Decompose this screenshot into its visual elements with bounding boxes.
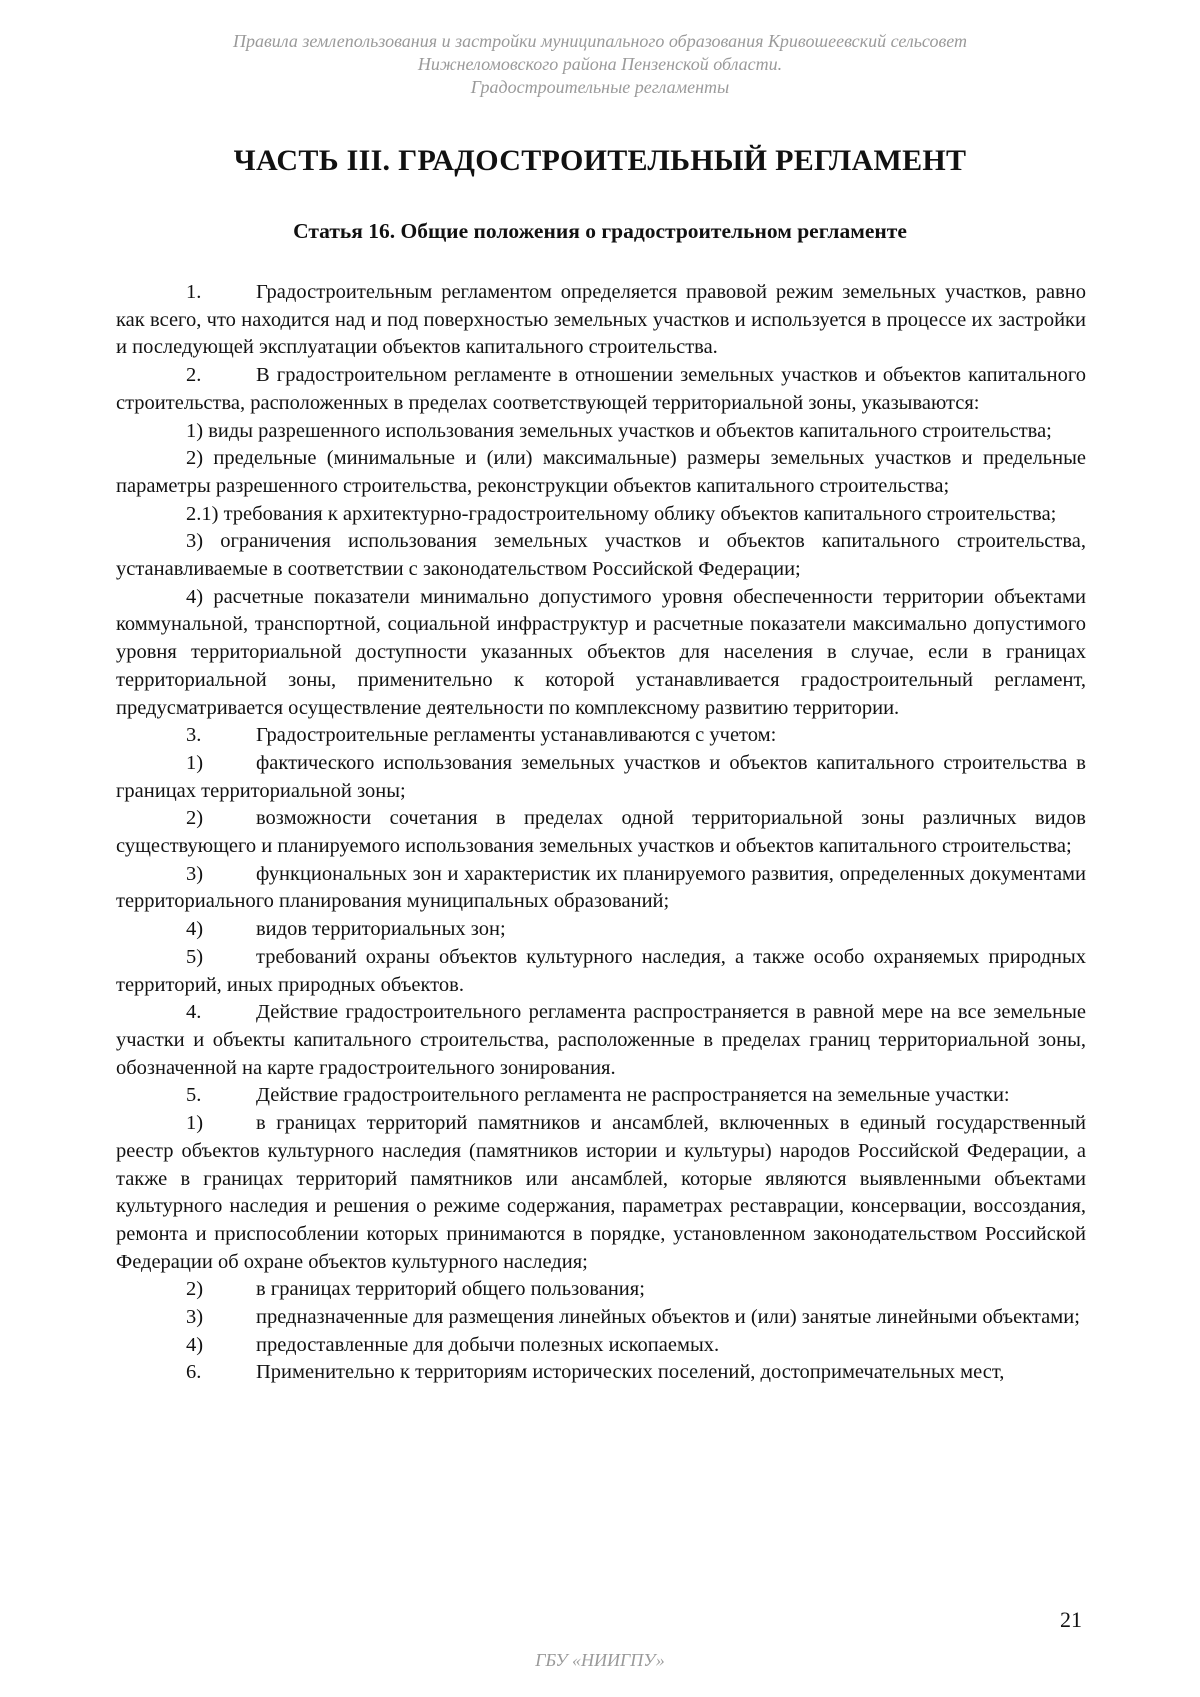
paragraph-text: Градостроительным регламентом определяется правовой режим земельных участков, равно как всего, что находится над и под поверхностью земельных участков и используется в процессе их застройки и последующей эксплуатации объектов капитального строительства. bbox=[116, 281, 1086, 359]
paragraph bbox=[116, 501, 1086, 529]
paragraph bbox=[116, 944, 1086, 999]
paragraph bbox=[116, 528, 1086, 583]
paragraph-number: 5. bbox=[186, 1084, 202, 1107]
paragraph-text: предназначенные для размещения линейных объектов и (или) занятые линейными объектами; bbox=[256, 1306, 1080, 1329]
paragraph-number: 1) bbox=[186, 1112, 204, 1135]
paragraph-number: 4) bbox=[186, 918, 204, 941]
paragraph-text: в границах территорий памятников и ансамблей, включенных в единый государственный реестр объектов культурного наследия (памятников истории и культуры) народов Российской Федерации, а также в границах территорий памятников или ансамблей, которые являются выявленными объектами культурного наследия и решения о режиме содержания, параметрах реставрации, консервации, воссоздания, ремонта и приспособлении которых принимаются в порядке, установленном законодательством Российской Федерации об охране объектов культурного наследия; bbox=[116, 1112, 1086, 1273]
paragraph-text: Действие градостроительного регламента не распространяется на земельные участки: bbox=[256, 1084, 1010, 1107]
paragraph bbox=[116, 1276, 1086, 1304]
paragraph-text: 2) предельные (минимальные и (или) максимальные) размеры земельных участков и предельные параметры разрешенного строительства, реконструкции объектов капитального строительства; bbox=[116, 447, 1086, 497]
paragraph-number: 4) bbox=[186, 1333, 204, 1356]
page-header bbox=[120, 30, 1080, 99]
paragraph-text: 4) расчетные показатели минимально допустимого уровня обеспеченности территории объектами коммунальной, транспортной, социальной инфраструктур и расчетные показатели максимально допустимого уровня территориальной доступности указанных объектов для населения в случае, если в границах территориальной зоны, применительно к которой устанавливается градостроительный регламент, предусматривается осуществление деятельности по комплексному развитию территории. bbox=[116, 585, 1086, 719]
part-title: ЧАСТЬ III. ГРАДОСТРОИТЕЛЬНЫЙ РЕГЛАМЕНТ bbox=[233, 144, 967, 177]
paragraph bbox=[116, 1332, 1086, 1360]
paragraph bbox=[116, 279, 1086, 362]
paragraph-text: в границах территорий общего пользования; bbox=[256, 1278, 645, 1301]
paragraph-text: видов территориальных зон; bbox=[256, 918, 506, 941]
paragraph bbox=[116, 418, 1086, 446]
paragraph bbox=[116, 584, 1086, 723]
paragraph-number: 2) bbox=[186, 807, 204, 830]
paragraph-text: предоставленные для добычи полезных ископаемых. bbox=[256, 1333, 720, 1356]
paragraph-number: 1) bbox=[186, 751, 204, 774]
paragraph bbox=[116, 1304, 1086, 1332]
paragraph bbox=[116, 999, 1086, 1082]
paragraph bbox=[116, 1082, 1086, 1110]
paragraph-text: 1) виды разрешенного использования земельных участков и объектов капитального строительства; bbox=[186, 419, 1052, 442]
paragraph bbox=[116, 750, 1086, 805]
paragraph-text: 3) ограничения использования земельных участков и объектов капитального строительства, устанавливаемые в соответствии с законодательством Российской Федерации; bbox=[116, 530, 1086, 581]
paragraph-number: 6. bbox=[186, 1361, 202, 1384]
paragraph-text: функциональных зон и характеристик их планируемого развития, определенных документами территориального планирования муниципальных образований; bbox=[116, 862, 1086, 913]
page-number: 21 bbox=[1060, 1607, 1082, 1632]
paragraph-text: требований охраны объектов культурного наследия, а также особо охраняемых природных территорий, иных природных объектов. bbox=[116, 945, 1086, 996]
header-line-1: Правила землепользования и застройки муниципального образования Кривошеевский сельсовет bbox=[232, 31, 968, 51]
paragraph-text: Действие градостроительного регламента распространяется в равной мере на все земельные участки и объекты капитального строительства, расположенные в пределах границ территориальной зоны, обозначенной на карте градостроительного зонирования. bbox=[116, 1001, 1086, 1079]
header-line-2: Нижнеломовского района Пензенской области. bbox=[417, 54, 783, 74]
paragraph bbox=[116, 1110, 1086, 1276]
header-line-3: Градостроительные регламенты bbox=[470, 77, 730, 97]
page-footer: ГБУ «НИИГПУ» bbox=[535, 1650, 665, 1670]
paragraph-number: 3. bbox=[186, 724, 202, 747]
paragraph bbox=[116, 722, 1086, 750]
paragraph-text: фактического использования земельных участков и объектов капитального строительства в границах территориальной зоны; bbox=[116, 751, 1086, 802]
paragraph-text: возможности сочетания в пределах одной территориальной зоны различных видов существующего и планируемого использования земельных участков и объектов капитального строительства; bbox=[116, 807, 1086, 858]
article-body bbox=[116, 279, 1086, 1387]
paragraph bbox=[116, 1359, 1086, 1387]
paragraph-number: 3) bbox=[186, 862, 204, 885]
paragraph-number: 5) bbox=[186, 945, 204, 968]
paragraph-text: Применительно к территориям исторических поселений, достопримечательных мест, bbox=[256, 1361, 1005, 1384]
paragraph bbox=[116, 861, 1086, 916]
paragraph bbox=[116, 916, 1086, 944]
paragraph-number: 1. bbox=[186, 281, 202, 303]
paragraph-number: 3) bbox=[186, 1306, 204, 1329]
paragraph-text: 2.1) требования к архитектурно-градостроительному облику объектов капитального строительства; bbox=[186, 502, 1057, 525]
paragraph-number: 4. bbox=[186, 1001, 202, 1024]
article-title: Статья 16. Общие положения о градостроительном регламенте bbox=[293, 219, 907, 243]
paragraph bbox=[116, 362, 1086, 417]
paragraph bbox=[116, 445, 1086, 500]
paragraph-text: Градостроительные регламенты устанавливаются с учетом: bbox=[256, 724, 777, 747]
paragraph-number: 2) bbox=[186, 1278, 204, 1301]
paragraph-number: 2. bbox=[186, 364, 202, 387]
paragraph bbox=[116, 805, 1086, 860]
paragraph-text: В градостроительном регламенте в отношении земельных участков и объектов капитального строительства, расположенных в пределах соответствующей территориальной зоны, указываются: bbox=[116, 364, 1086, 414]
